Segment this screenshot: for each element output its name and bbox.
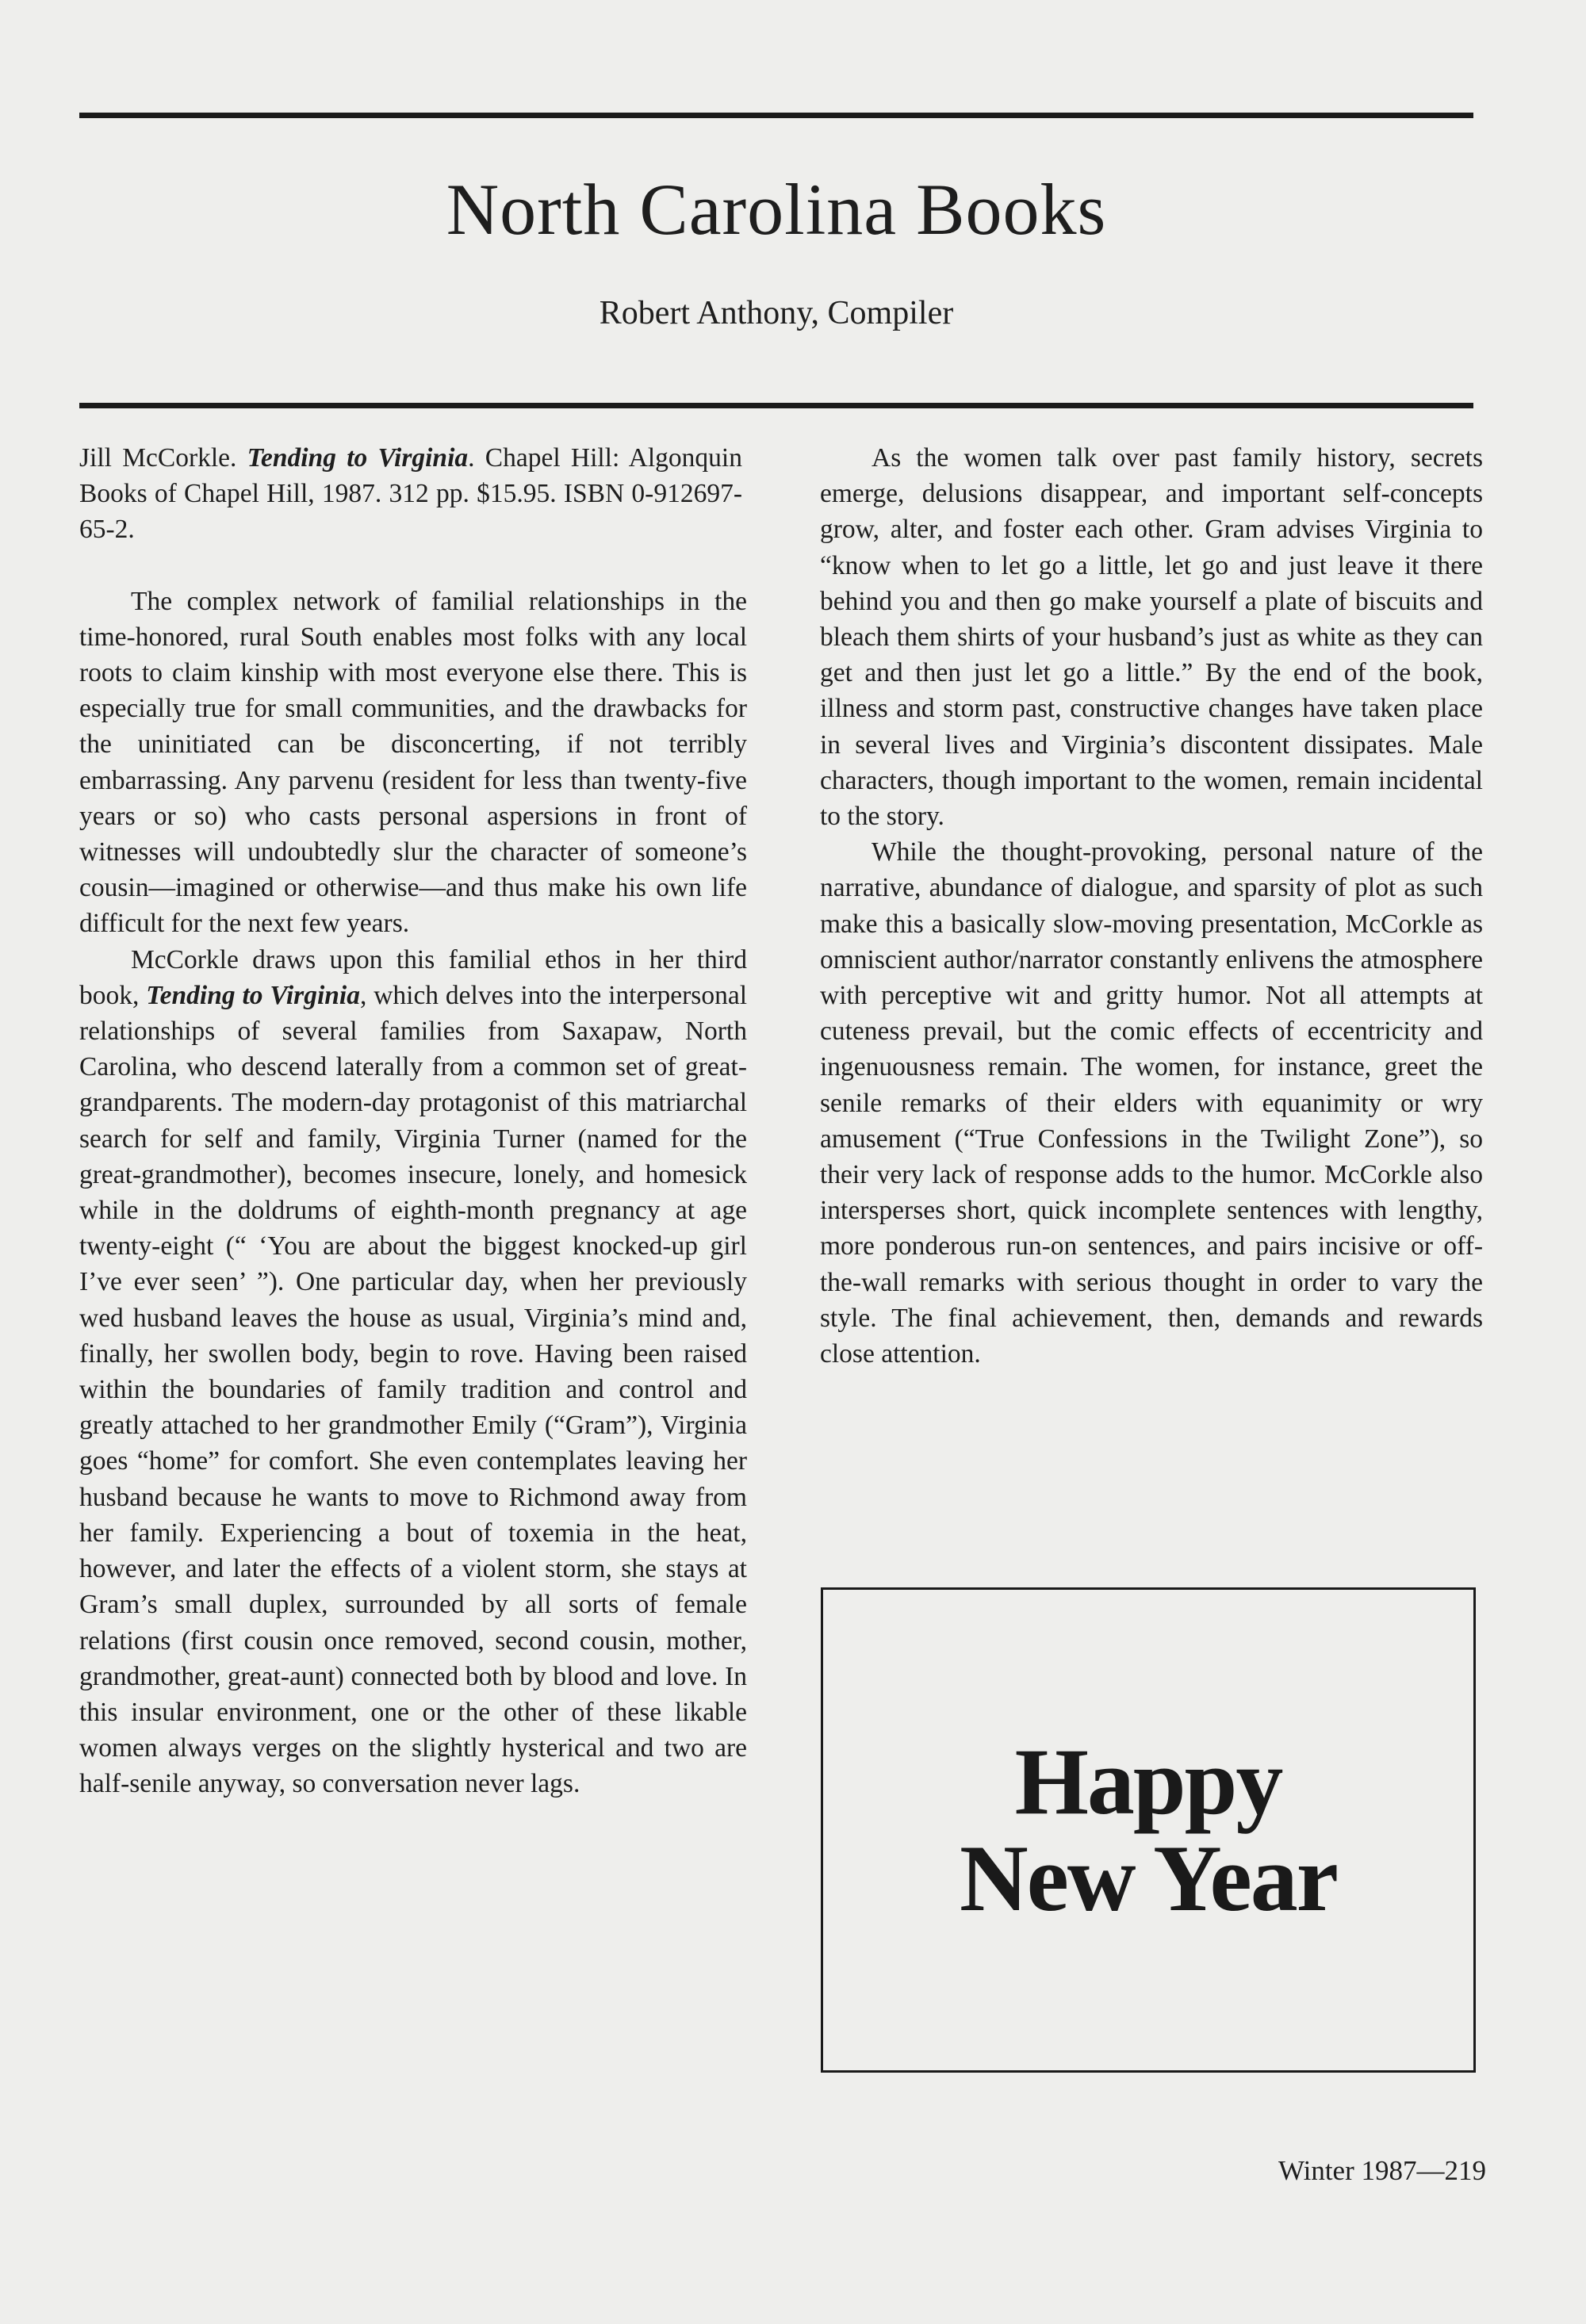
p2-book-title: Tending to Virginia: [146, 980, 360, 1010]
header-bottom-rule: [79, 403, 1473, 408]
review-paragraph-1: The complex network of familial relationships in the time-honored, rural South enables most folks with any local roots to claim kinship with most everyone else there. This is especially true for small communities, and the drawbacks for the uninitiated can be disconcerting, if not terribly embarrassing. Any parvenu (resident for less than twenty-five years or so) who casts personal aspersions in front of witnesses will undoubtedly slur the character of someone’s cousin—imagined or otherwise—and thus make his own life difficult for the next few years.: [79, 586, 747, 939]
book-citation: [79, 440, 742, 548]
happy-new-year-box: [821, 1587, 1476, 2073]
top-rule: [79, 113, 1473, 118]
review-paragraph-2: [79, 942, 747, 1802]
review-paragraph-4: While the thought-provoking, personal nature of the narrative, abundance of dialogue, and sparsity of plot as such make this a basically slow-moving presentation, McCorkle as omniscient author/narrator constantly enlivens the atmosphere with perceptive wit and gritty humor. Not all attempts at cuteness prevail, but the comic effects of eccentricity and ingenuousness remain. The women, for instance, greet the senile remarks of their elders with equanimity or wry amusement (“True Confessions in the Twilight Zone”), so their very lack of response adds to the humor. McCorkle also intersperses short, quick incomplete sentences with lengthy, more ponderous run-on sentences, and pairs incisive or off-the-wall remarks with serious thought in order to vary the style. The final achievement, then, demands and rewards close attention.: [820, 837, 1483, 1369]
citation-title: Tending to Virginia: [247, 443, 469, 473]
page-title: North Carolina Books: [446, 169, 1107, 250]
left-column: [79, 440, 747, 1802]
greeting-line-1: Happy: [1014, 1728, 1282, 1834]
p2-body: , which delves into the interpersonal relationships of several families from Saxapaw, North Carolina, who descend laterally from a common set of great-grandparents. The modern-day protagonist of this matriarchal search for self and family, Virginia Turner (named for the great-grandmother), becomes insecure, lonely, and homesick while in the doldrums of eighth-month pregnancy at age twenty-eight (“ ‘You are about the biggest knocked-up girl I’ve ever seen’ ”). One particular day, when her previously wed husband leaves the house as usual, Virginia’s mind and, finally, her swollen body, begin to rove. Having been raised within the boundaries of family tradition and control and greatly attached to her grandmother Emily (“Gram”), Virginia goes “home” for comfort. She even contemplates leaving her husband because he wants to move to Richmond away from her family. Experiencing a bout of toxemia in the heat, however, and later the effects of a violent storm, she stays at Gram’s small duplex, surrounded by all sorts of female relations (first cousin once removed, second cousin, mother, grandmother, great-aunt) connected both by blood and love. In this insular environment, one or the other of these likable women always verges on the slightly hysterical and two are half-senile anyway, so conversation never lags.: [79, 980, 748, 1799]
page-footer: Winter 1987—219: [1278, 2155, 1486, 2186]
review-paragraph-3: As the women talk over past family history, secrets emerge, delusions disappear, and important self-concepts grow, alter, and foster each other. Gram advises Virginia to “know when to let go a little, let go and just leave it there behind you and then go make yourself a plate of biscuits and bleach them shirts of your husband’s just as white as they can get and then just let go a little.” By the end of the book, illness and storm past, constructive changes have taken place in several lives and Virginia’s discontent dissipates. Male characters, though important to the women, remain incidental to the story.: [820, 443, 1483, 832]
citation-details: . Chapel Hill: Algonquin Books of Chapel Hill, 1987. 312 pp. $15.95. ISBN 0-912697-65-2.: [79, 443, 742, 545]
right-column: [820, 440, 1483, 1372]
p2-intro: McCorkle draws upon this familial ethos in her third book,: [79, 944, 747, 1010]
greeting-line-2: New Year: [959, 1825, 1337, 1931]
compiler-credit: Robert Anthony, Compiler: [599, 295, 954, 331]
citation-author: Jill McCorkle.: [79, 443, 237, 473]
